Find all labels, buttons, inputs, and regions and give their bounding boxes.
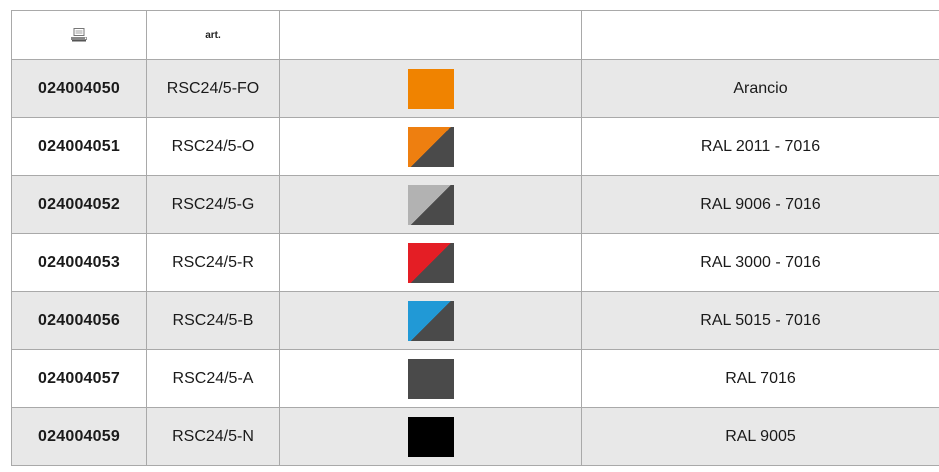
color-name: RAL 2011 - 7016 <box>582 118 939 176</box>
product-code: 024004053 <box>12 234 147 292</box>
product-code: 024004052 <box>12 176 147 234</box>
header-article: art. <box>147 11 280 60</box>
product-code: 024004050 <box>12 60 147 118</box>
article-number: RSC24/5-R <box>147 234 280 292</box>
swatch-cell <box>280 60 582 118</box>
swatch-cell <box>280 176 582 234</box>
article-number: RSC24/5-O <box>147 118 280 176</box>
color-swatch <box>408 243 454 283</box>
table-header-row <box>12 11 939 60</box>
table-row <box>12 118 939 176</box>
table-row <box>12 60 939 118</box>
computer-icon <box>70 28 88 42</box>
article-number: RSC24/5-N <box>147 408 280 466</box>
color-swatch <box>408 301 454 341</box>
product-table <box>11 10 939 466</box>
product-code: 024004051 <box>12 118 147 176</box>
swatch-cell <box>280 234 582 292</box>
article-number: RSC24/5-B <box>147 292 280 350</box>
color-swatch <box>408 417 454 457</box>
product-code: 024004056 <box>12 292 147 350</box>
article-number: RSC24/5-A <box>147 350 280 408</box>
color-name: RAL 5015 - 7016 <box>582 292 939 350</box>
color-swatch <box>408 185 454 225</box>
color-name: RAL 9006 - 7016 <box>582 176 939 234</box>
article-number: RSC24/5-G <box>147 176 280 234</box>
header-code <box>12 11 147 60</box>
product-code: 024004059 <box>12 408 147 466</box>
article-number: RSC24/5-FO <box>147 60 280 118</box>
color-name: Arancio <box>582 60 939 118</box>
swatch-cell <box>280 408 582 466</box>
table-row <box>12 234 939 292</box>
table-row <box>12 292 939 350</box>
swatch-cell <box>280 350 582 408</box>
header-color <box>582 11 939 60</box>
table-row <box>12 350 939 408</box>
product-code: 024004057 <box>12 350 147 408</box>
color-swatch <box>408 69 454 109</box>
color-swatch <box>408 359 454 399</box>
swatch-cell <box>280 292 582 350</box>
color-name: RAL 9005 <box>582 408 939 466</box>
table-row <box>12 176 939 234</box>
swatch-cell <box>280 118 582 176</box>
color-name: RAL 3000 - 7016 <box>582 234 939 292</box>
color-swatch <box>408 127 454 167</box>
header-swatch <box>280 11 582 60</box>
color-name: RAL 7016 <box>582 350 939 408</box>
table-row <box>12 408 939 466</box>
